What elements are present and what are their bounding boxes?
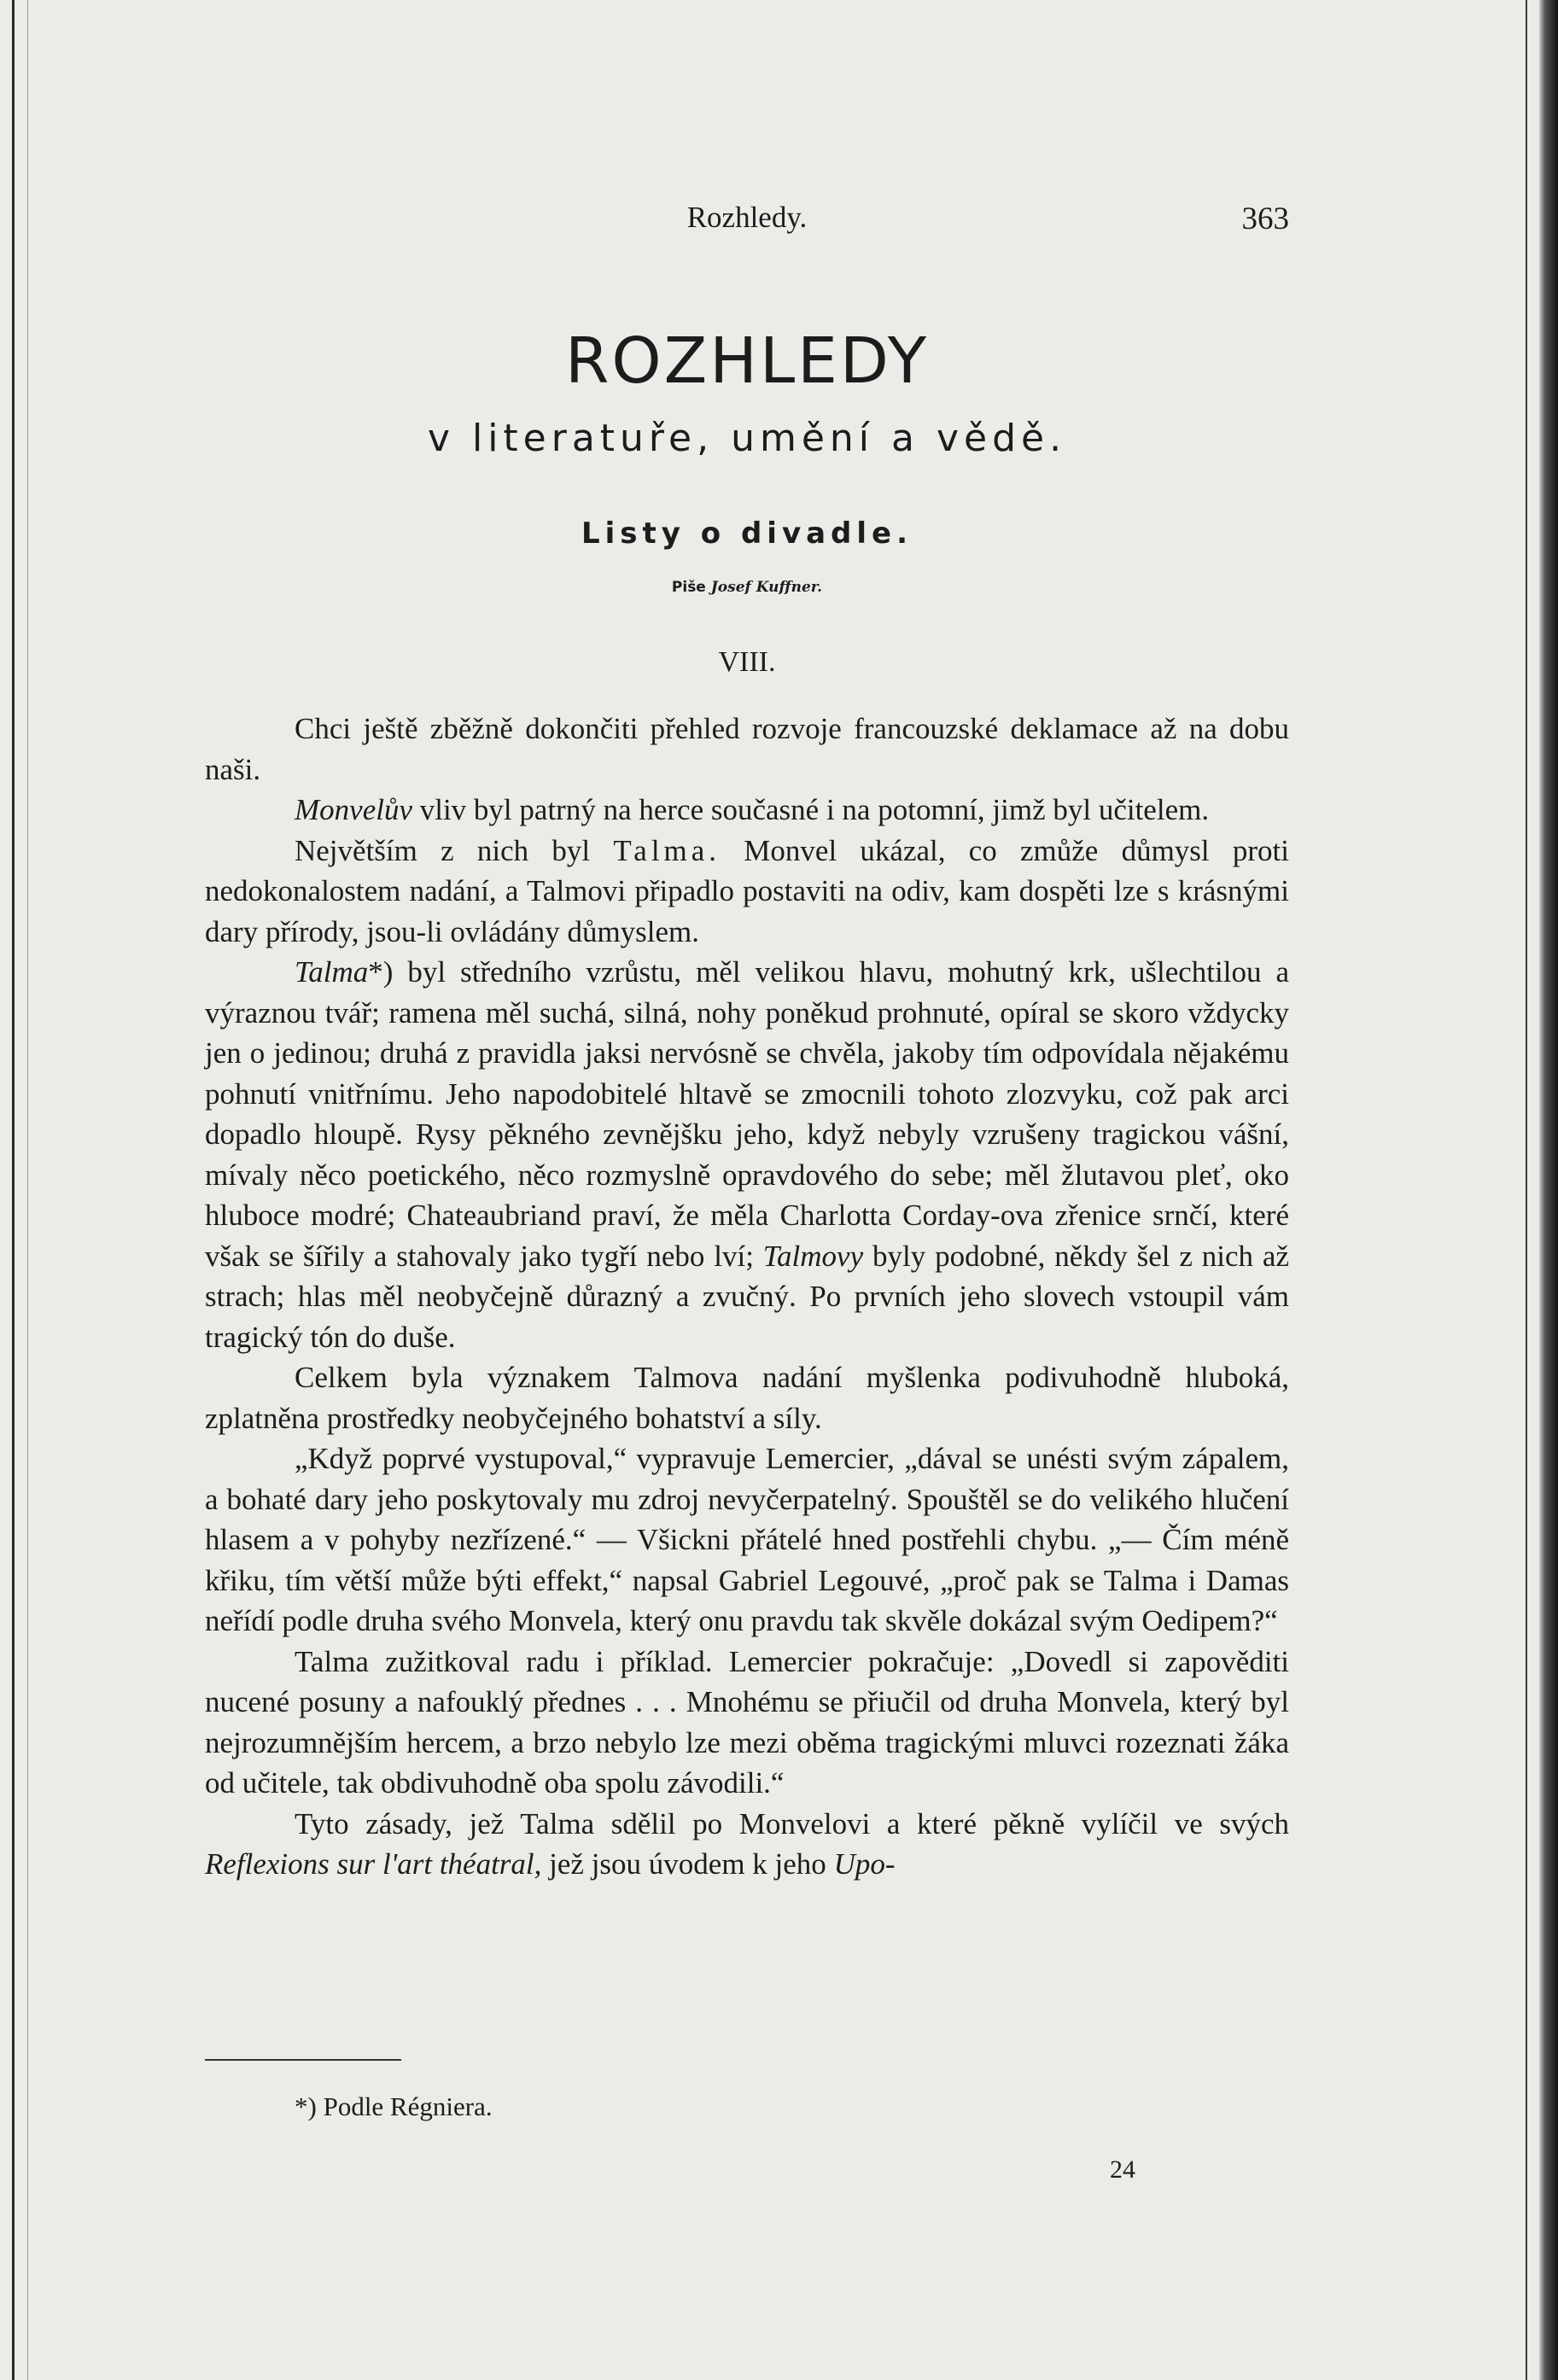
running-head <box>205 201 1289 243</box>
name-talma: Talma. <box>613 833 721 867</box>
paragraph-8-end: Upo- <box>833 1847 896 1881</box>
paragraph-1: Chci ještě zběžně dokončiti přehled rozvoje francouzské deklamace až na dobu naši. <box>205 712 1289 786</box>
page-edge-right <box>1539 0 1558 2380</box>
section-title: Listy o divadle. <box>581 516 913 551</box>
paragraph-7: Talma zužitkoval radu i příklad. Lemercier pokračuje: „Dovedl si zapověditi nucené posuny a nafouklý přednes . . . Mnohému se přiučil od druha Monvela, který byl nejrozumnějším hercem, a brzo nebylo lze mezi oběma tragickými mluvci rozeznati žáka od učitele, tak obdivuhodně oba spolu závodili.“ <box>205 1644 1289 1800</box>
running-title: Rozhledy. <box>686 201 808 234</box>
chapter-number: VIII. <box>718 646 776 678</box>
paragraph-8-text-b: jež jsou úvodem k jeho <box>541 1847 834 1881</box>
paragraph-6: „Když poprvé vystupoval,“ vypravuje Lemercier, „dával se unésti svým zápalem, a bohaté dary jeho poskytovaly mu zdroj nevyčerpatelný. Spouštěl se do velikého hlučení hlasem a v pohyby nezřízené.“ — Všickni přátelé hned postřehli chybu. „— Čím méně křiku, tím větší může býti effekt,“ napsal Gabriel Legouvé, „proč pak se Talma i Damas neřídí podle druha svého Monvela, který onu pravdu tak skvěle dokázal svým Oedipem?“ <box>205 1442 1289 1637</box>
footnote: *) Podle Régniera. <box>295 2091 493 2121</box>
page-title: ROZHLEDY <box>564 324 930 398</box>
byline-prefix: Piše <box>671 579 706 596</box>
signature-mark: 24 <box>1110 2155 1135 2184</box>
byline-author: Josef Kuffner. <box>710 579 823 596</box>
paragraph-4-text-b: byly podobné, někdy šel z nich až strach; hlas měl neobyčejně důrazný a zvučný. Po prvních jeho slovech vstoupil vám tragický tón do duše. <box>205 1239 1289 1354</box>
paragraph-3-text-a: Největším z nich byl <box>295 833 614 867</box>
paragraph-2 <box>205 790 1289 831</box>
page-number: 363 <box>1241 201 1289 236</box>
article-body <box>205 709 1289 1885</box>
paragraph-4 <box>205 952 1289 1357</box>
name-talmovy: Talmovy <box>762 1239 864 1273</box>
page-edge-line <box>27 0 28 2380</box>
footnote-rule <box>205 2059 401 2061</box>
paragraph-4-text-a: *) byl středního vzrůstu, měl velikou hlavu, mohutný krk, ušlechtilou a výraznou tvář; ramena měl suchá, silná, nohy poněkud prohnuté, opíral se skoro vždycky jen o jedinou; druhá z pravidla jaksi nervósně se chvěla, jakoby tím odpovídala nějakému pohnutí vnitřnímu. Jeho napodobitelé hltavě se zmocnili tohoto zlozvyku, což pak arci dopadlo hloupě. Rysy pěkného zevnějšku jeho, když nebyly vzrušeny tragickou vášní, mívaly něco poetického, něco rozmyslně opravdového do sebe; měl žlutavou pleť, oko hluboce modré; Chateaubriand praví, že měla Charlotta Corday-ova zřenice srnčí, které však se šířily a stahovaly jako tygří nebo lví; <box>205 955 1289 1273</box>
name-talma-italic: Talma <box>295 955 369 989</box>
paragraph-8-text-a: Tyto zásady, jež Talma sdělil po Monvelovi a které pěkně vylíčil ve svých <box>295 1806 1289 1840</box>
paragraph-2-text: vliv byl patrný na herce současné i na potomní, jimž byl učitelem. <box>411 793 1210 826</box>
paragraph-3-text-b: Monvel ukázal, co zmůže důmysl proti nedokonalostem nadání, a Talmovi připadlo postaviti na odiv, kam dospěti lze s krásnými dary přírody, jsou-li ovládány důmyslem. <box>205 833 1289 948</box>
page-edge-line-right <box>1526 0 1527 2380</box>
paragraph-8 <box>205 1804 1289 1885</box>
paragraph-5: Celkem byla význakem Talmova nadání myšlenka podivuhodně hluboká, zplatněna prostředky neobyčejného bohatství a síly. <box>205 1361 1289 1435</box>
name-monvel: Monvelův <box>295 793 412 826</box>
paragraph-3 <box>205 831 1289 953</box>
byline <box>205 579 1289 596</box>
page-edge-left <box>12 0 15 2380</box>
page-subtitle: v literatuře, umění a vědě. <box>427 417 1067 460</box>
book-title: Reflexions sur l'art théatral, <box>205 1847 542 1881</box>
